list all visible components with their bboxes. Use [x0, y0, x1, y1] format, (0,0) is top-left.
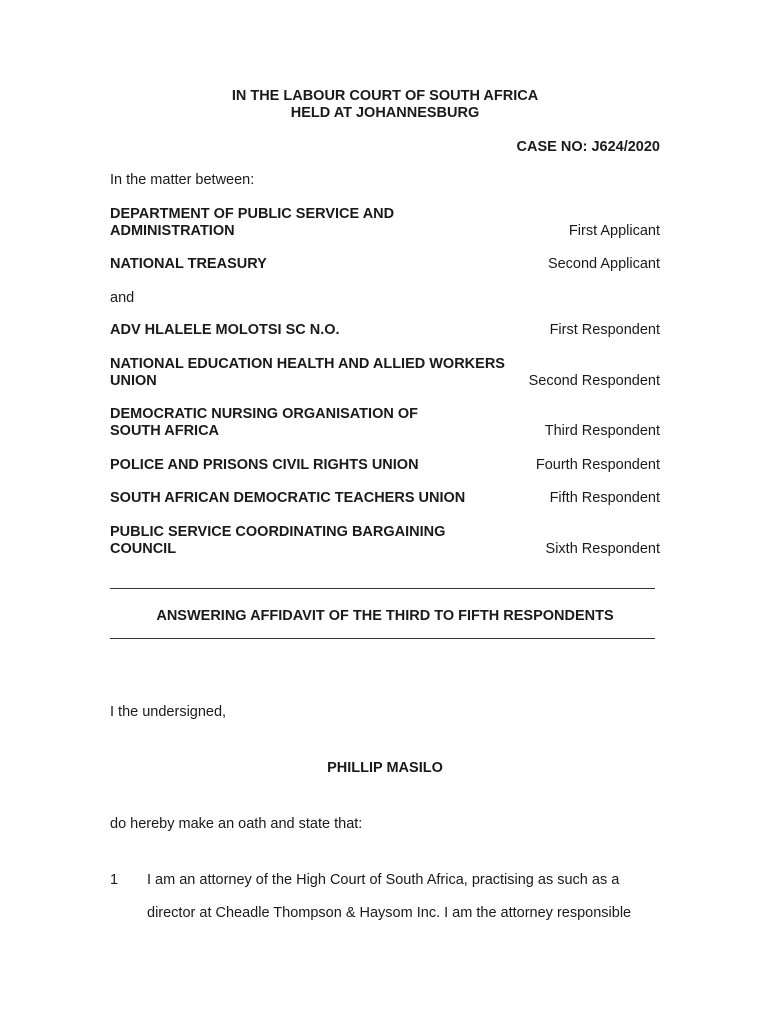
party-name: ADV HLALELE MOLOTSI SC N.O. — [110, 322, 340, 338]
party-first-respondent — [110, 322, 660, 339]
divider-top — [110, 588, 655, 589]
party-name: SOUTH AFRICAN DEMOCRATIC TEACHERS UNION — [110, 490, 466, 506]
party-first-applicant — [110, 206, 660, 240]
party-second-respondent — [110, 356, 660, 390]
court-location: HELD AT JOHANNESBURG — [290, 105, 480, 121]
undersigned-text: I the undersigned, — [110, 704, 227, 720]
party-role: Second Applicant — [547, 256, 660, 272]
paragraph-line: I am an attorney of the High Court of South Africa, practising as such as a — [147, 872, 620, 888]
party-name: NATIONAL TREASURY — [110, 256, 267, 272]
party-role: Third Respondent — [544, 423, 660, 439]
party-name: DEPARTMENT OF PUBLIC SERVICE AND ADMINISTRATION — [110, 206, 395, 239]
party-second-applicant — [110, 256, 660, 273]
party-role: Sixth Respondent — [545, 541, 660, 557]
party-fourth-respondent — [110, 457, 660, 474]
deponent-name: PHILLIP MASILO — [327, 760, 443, 776]
paragraph-number: 1 — [110, 872, 119, 888]
party-third-respondent — [110, 406, 660, 440]
party-sixth-respondent — [110, 524, 660, 558]
matter-intro: In the matter between: — [110, 172, 255, 188]
party-name: PUBLIC SERVICE COORDINATING BARGAINING COUNCIL — [110, 524, 446, 557]
oath-text: do hereby make an oath and state that: — [110, 816, 363, 832]
court-name: IN THE LABOUR COURT OF SOUTH AFRICA — [231, 88, 539, 104]
party-role: First Applicant — [568, 223, 660, 239]
party-role: Second Respondent — [528, 373, 660, 389]
party-fifth-respondent — [110, 490, 660, 507]
paragraph-line: director at Cheadle Thompson & Haysom Inc. I am the attorney responsible — [147, 905, 632, 921]
divider-bottom — [110, 638, 655, 639]
party-role: Fourth Respondent — [535, 457, 660, 473]
document-title: ANSWERING AFFIDAVIT OF THE THIRD TO FIFTH RESPONDENTS — [156, 608, 614, 624]
case-number: CASE NO: J624/2020 — [516, 139, 660, 155]
party-role: Fifth Respondent — [549, 490, 660, 506]
party-name: POLICE AND PRISONS CIVIL RIGHTS UNION — [110, 457, 419, 473]
and-separator: and — [110, 290, 135, 306]
party-name: NATIONAL EDUCATION HEALTH AND ALLIED WORKERS UNION — [110, 356, 505, 389]
party-role: First Respondent — [549, 322, 660, 338]
party-name: DEMOCRATIC NURSING ORGANISATION OF SOUTH AFRICA — [110, 406, 418, 439]
